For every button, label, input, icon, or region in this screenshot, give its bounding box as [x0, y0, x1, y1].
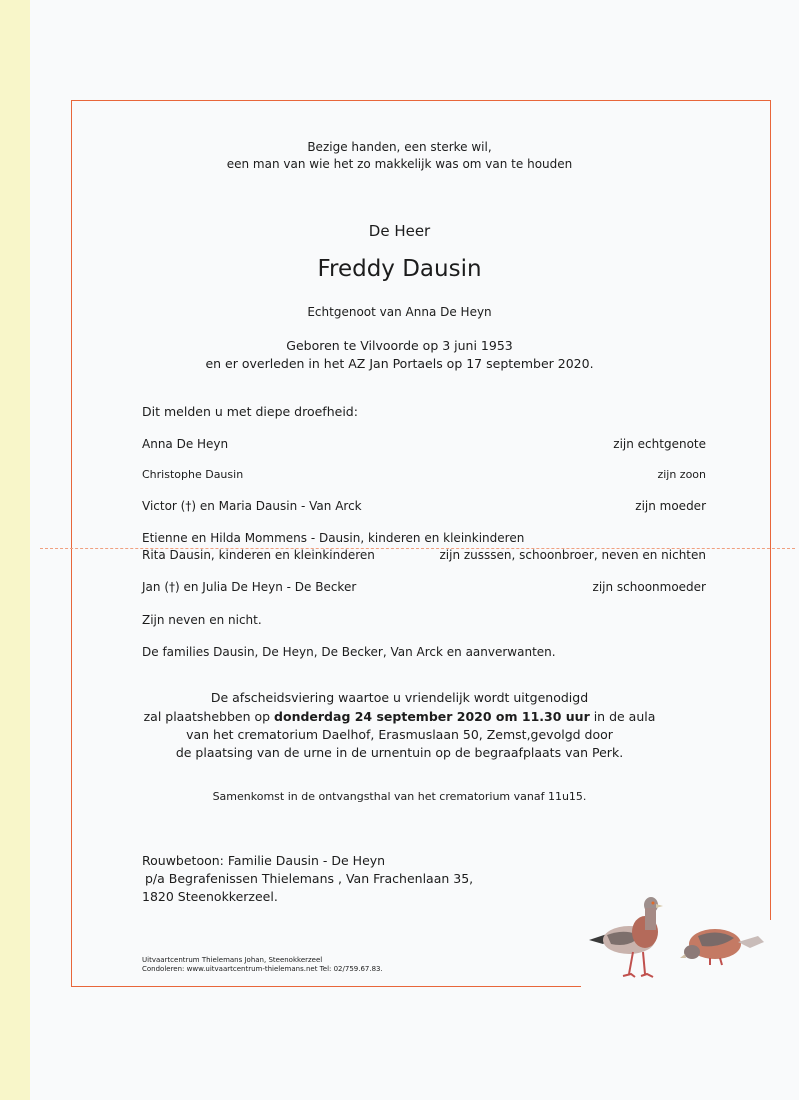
condolence-line-2: p/a Begrafenissen Thielemans , Van Frachenlaan 35,: [145, 871, 474, 886]
deceased-name: Freddy Dausin: [317, 256, 482, 282]
motto-line-1: Bezige handen, een sterke wil,: [307, 140, 492, 154]
relative-name: Jan (†) en Julia De Heyn - De Becker: [142, 580, 357, 594]
relative-name: Etienne en Hilda Mommens - Dausin, kinderen en kleinkinderen: [142, 531, 525, 545]
relative-name: Rita Dausin, kinderen en kleinkinderen: [142, 548, 375, 562]
relative-relation: zijn moeder: [635, 499, 706, 513]
spouse-line: Echtgenoot van Anna De Heyn: [307, 305, 492, 319]
relative-name: Anna De Heyn: [142, 437, 229, 451]
pigeon-standing-illustration: [585, 890, 670, 985]
death-line: en er overleden in het AZ Jan Portaels op 17 september 2020.: [205, 356, 594, 371]
motto-line-2: een man van wie het zo makkelijk was om van te houden: [226, 157, 573, 171]
frame-border-bottom: [71, 986, 581, 987]
condolence-line-1: Rouwbetoon: Familie Dausin - De Heyn: [142, 853, 386, 868]
footer-line-1: Uitvaartcentrum Thielemans Johan, Steenokkerzeel: [142, 956, 323, 964]
relative-relation: zijn zusssen, schoonbroer, neven en nichten: [439, 548, 706, 562]
ceremony-line-4: de plaatsing van de urne in de urnentuin op de begraafplaats van Perk.: [175, 745, 624, 760]
ceremony-line-2-post: in de aula: [589, 709, 656, 724]
honorific: De Heer: [368, 222, 431, 240]
ceremony-line-3: van het crematorium Daelhof, Erasmuslaan 50, Zemst,gevolgd door: [186, 727, 613, 742]
footer-line-2: Condoleren: www.uitvaartcentrum-thielemans.net Tel: 02/759.67.83.: [142, 965, 383, 973]
relative-name: Christophe Dausin: [142, 468, 244, 481]
frame-border-top: [71, 100, 771, 101]
intro-line: Dit melden u met diepe droefheid:: [142, 404, 358, 419]
nephews-line: Zijn neven en nicht.: [142, 613, 262, 627]
ceremony-line-2-pre: zal plaatshebben op: [143, 709, 275, 724]
families-line: De families Dausin, De Heyn, De Becker, Van Arck en aanverwanten.: [142, 645, 556, 659]
relative-relation: zijn echtgenote: [613, 437, 706, 451]
pigeon-pecking-illustration: [680, 918, 770, 968]
birth-line: Geboren te Vilvoorde op 3 juni 1953: [286, 338, 513, 353]
relative-relation: zijn schoonmoeder: [592, 580, 706, 594]
relative-relation: zijn zoon: [657, 468, 706, 481]
condolence-line-3: 1820 Steenokkerzeel.: [142, 889, 278, 904]
ceremony-datetime: donderdag 24 september 2020 om 11.30 uur: [274, 709, 590, 724]
gathering-line: Samenkomst in de ontvangsthal van het crematorium vanaf 11u15.: [212, 790, 587, 803]
ceremony-line-1: De afscheidsviering waartoe u vriendelijk wordt uitgenodigd: [210, 690, 589, 705]
relative-name: Victor (†) en Maria Dausin - Van Arck: [142, 499, 362, 513]
ceremony-line-2: [0, 709, 799, 724]
